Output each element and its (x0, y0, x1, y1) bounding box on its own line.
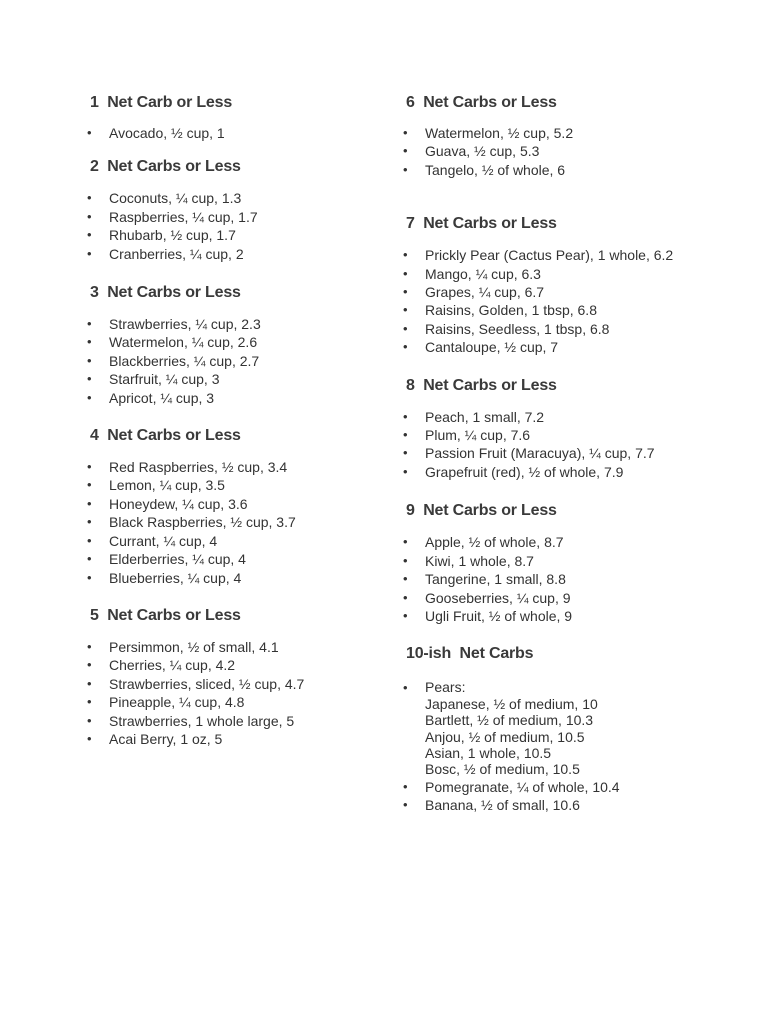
list-item: • Raisins, Seedless, 1 tbsp, 6.8 (406, 320, 746, 338)
list-item: • Strawberries, 1 whole large, 5 (90, 712, 390, 730)
list-item: • Tangerine, 1 small, 8.8 (406, 570, 746, 588)
fruit-list (406, 124, 746, 179)
section-title: 9 Net Carbs or Less (406, 502, 557, 520)
list-item: • Apricot, ¼ cup, 3 (90, 389, 390, 407)
pear-variety: Bartlett, ½ of medium, 10.3 (425, 712, 594, 729)
fruit-list (406, 408, 746, 482)
right-column (406, 92, 746, 815)
list-item: • Plum, ¼ cup, 7.6 (406, 426, 746, 444)
fruit-list (406, 679, 746, 814)
section-8-net-carbs (406, 375, 746, 482)
list-item: • Banana, ½ of small, 10.6 (406, 796, 746, 814)
list-item-pears (406, 679, 746, 777)
list-item: • Acai Berry, 1 oz, 5 (90, 730, 390, 748)
fruit-list (90, 315, 390, 407)
list-item: • Black Raspberries, ½ cup, 3.7 (90, 513, 390, 531)
list-item: • Tangelo, ½ of whole, 6 (406, 161, 746, 179)
list-item: • Watermelon, ½ cup, 5.2 (406, 124, 746, 142)
list-item: • Raspberries, ¼ cup, 1.7 (90, 208, 390, 226)
section-title: 7 Net Carbs or Less (406, 215, 557, 233)
list-item: • Cherries, ¼ cup, 4.2 (90, 656, 390, 674)
list-item: • Pineapple, ¼ cup, 4.8 (90, 693, 390, 711)
list-item: • Blueberries, ¼ cup, 4 (90, 569, 390, 587)
section-5-net-carbs (90, 605, 390, 748)
section-title: 5 Net Carbs or Less (90, 606, 241, 624)
list-item: • Lemon, ¼ cup, 3.5 (90, 476, 390, 494)
list-item: • Persimmon, ½ of small, 4.1 (90, 638, 390, 656)
section-title: 8 Net Carbs or Less (406, 376, 557, 394)
list-item: • Cranberries, ¼ cup, 2 (90, 245, 390, 263)
fruit-list (406, 533, 746, 625)
list-item: • Ugli Fruit, ½ of whole, 9 (406, 607, 746, 625)
section-10ish-net-carbs (406, 643, 746, 814)
pear-variety: Japanese, ½ of medium, 10 (425, 695, 598, 712)
section-title: 10-ish Net Carbs (406, 645, 534, 663)
list-item: • Starfruit, ¼ cup, 3 (90, 370, 390, 388)
fruit-list (90, 638, 390, 748)
fruit-list (406, 246, 746, 356)
section-4-net-carbs (90, 425, 390, 587)
list-item: • Kiwi, 1 whole, 8.7 (406, 552, 746, 570)
list-item: • Mango, ¼ cup, 6.3 (406, 265, 746, 283)
list-item: • Cantaloupe, ½ cup, 7 (406, 338, 746, 356)
list-item: • Elderberries, ¼ cup, 4 (90, 550, 390, 568)
pear-variety: Anjou, ½ of medium, 10.5 (425, 728, 585, 745)
pears-label: • Pears: (425, 679, 466, 696)
section-title: 3 Net Carbs or Less (90, 284, 241, 302)
section-7-net-carbs (406, 213, 746, 356)
list-item: • Avocado, ½ cup, 1 (90, 124, 390, 142)
list-item: • Rhubarb, ½ cup, 1.7 (90, 226, 390, 244)
list-item: • Prickly Pear (Cactus Pear), 1 whole, 6.2 (406, 246, 746, 264)
section-title: 4 Net Carbs or Less (90, 427, 241, 445)
section-6-net-carbs (406, 92, 746, 179)
pear-variety: Bosc, ½ of medium, 10.5 (425, 761, 580, 778)
fruit-list (90, 189, 390, 263)
section-title: 6 Net Carbs or Less (406, 94, 557, 111)
section-title: 2 Net Carbs or Less (90, 158, 241, 176)
list-item: • Guava, ½ cup, 5.3 (406, 142, 746, 160)
left-column (90, 92, 390, 748)
list-item: • Blackberries, ¼ cup, 2.7 (90, 352, 390, 370)
list-item: • Apple, ½ of whole, 8.7 (406, 533, 746, 551)
list-item: • Honeydew, ¼ cup, 3.6 (90, 495, 390, 513)
list-item: • Coconuts, ¼ cup, 1.3 (90, 189, 390, 207)
list-item: • Strawberries, ¼ cup, 2.3 (90, 315, 390, 333)
list-item: • Grapefruit (red), ½ of whole, 7.9 (406, 463, 746, 481)
fruit-list (90, 124, 390, 142)
section-title: 1 Net Carb or Less (90, 94, 233, 111)
list-item: • Passion Fruit (Maracuya), ¼ cup, 7.7 (406, 444, 746, 462)
section-9-net-carbs (406, 500, 746, 625)
list-item: • Watermelon, ¼ cup, 2.6 (90, 333, 390, 351)
section-1-net-carb (90, 92, 390, 142)
list-item: • Peach, 1 small, 7.2 (406, 408, 746, 426)
list-item: • Currant, ¼ cup, 4 (90, 532, 390, 550)
section-3-net-carbs (90, 282, 390, 407)
list-item: • Red Raspberries, ½ cup, 3.4 (90, 458, 390, 476)
list-item: • Gooseberries, ¼ cup, 9 (406, 589, 746, 607)
list-item: • Raisins, Golden, 1 tbsp, 6.8 (406, 301, 746, 319)
list-item: • Strawberries, sliced, ½ cup, 4.7 (90, 675, 390, 693)
list-item: • Pomegranate, ¼ of whole, 10.4 (406, 778, 746, 796)
list-item: • Grapes, ¼ cup, 6.7 (406, 283, 746, 301)
section-2-net-carbs (90, 156, 390, 263)
fruit-list (90, 458, 390, 587)
pear-variety: Asian, 1 whole, 10.5 (425, 744, 552, 761)
pear-varieties (425, 696, 746, 778)
